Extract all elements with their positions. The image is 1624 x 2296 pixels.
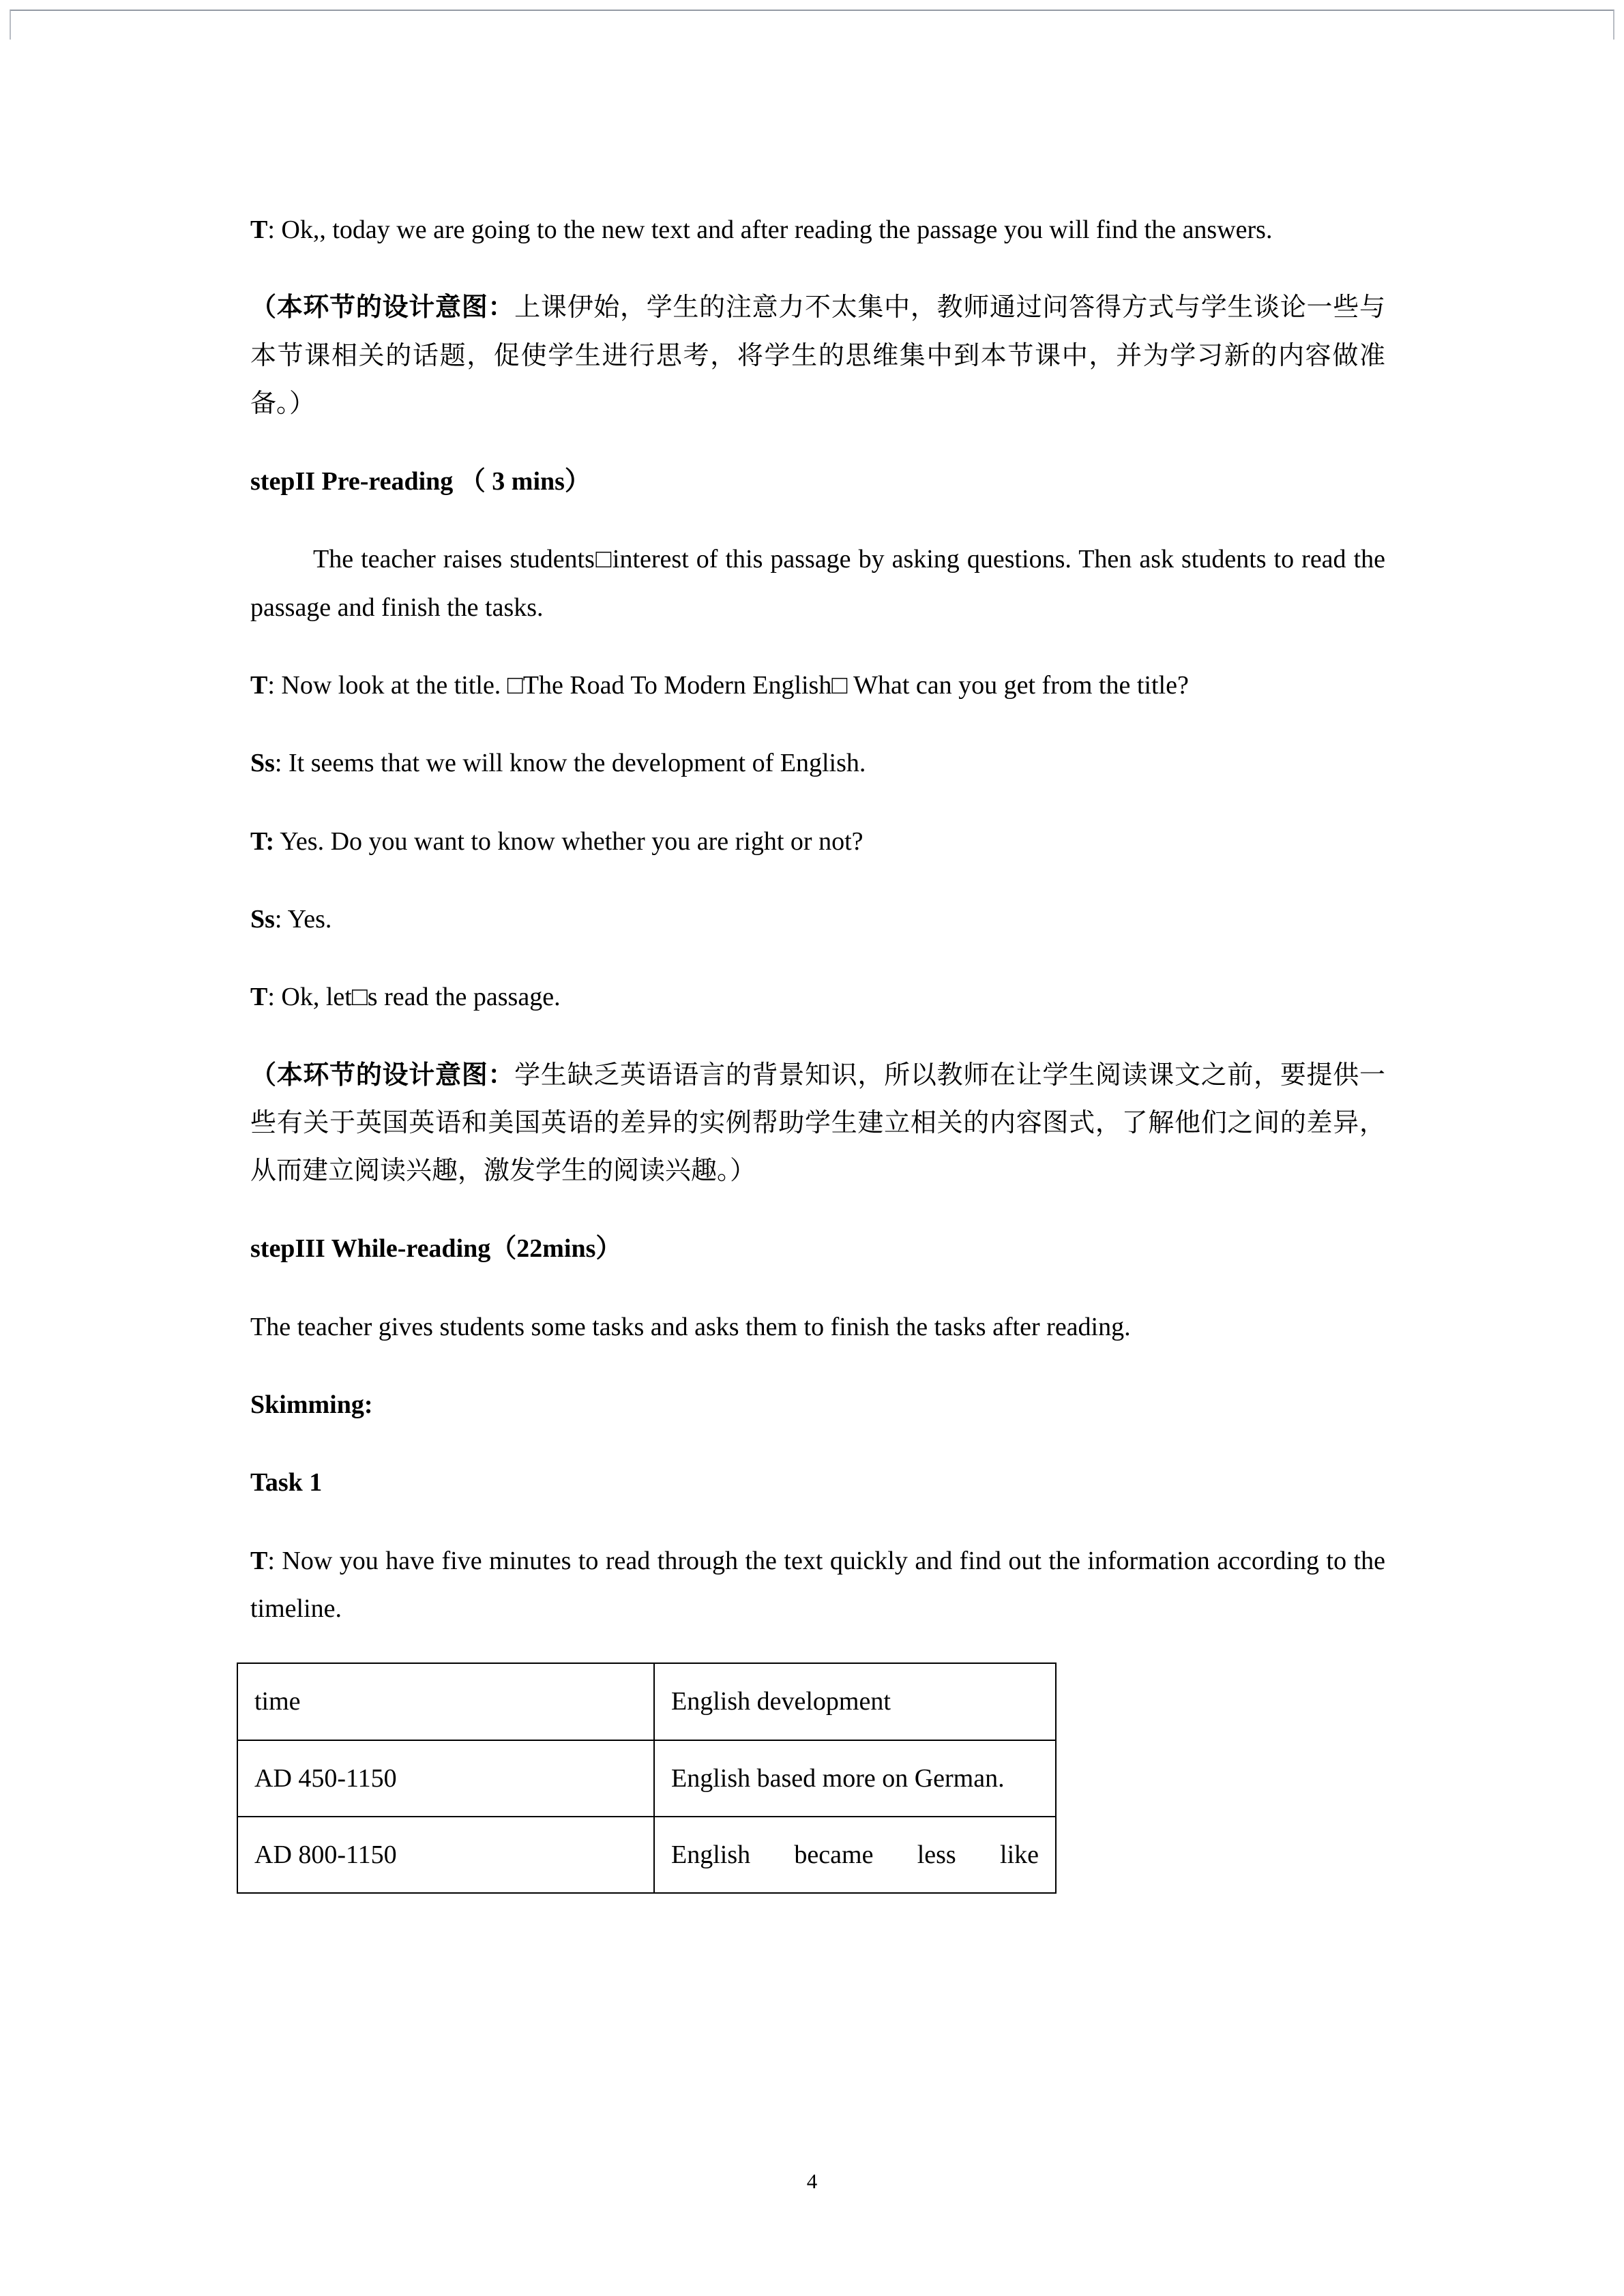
task1-label — [250, 1459, 1385, 1506]
page-number-text: 4 — [806, 2169, 818, 2193]
pre-reading-description — [250, 535, 1385, 631]
design-intent-note-2 — [250, 1052, 1385, 1195]
heading-text: Skimming: — [250, 1390, 373, 1420]
note-label: （本环节的设计意图： — [250, 293, 515, 323]
dialogue-text: : It seems that we will know the development of English. — [274, 749, 866, 778]
page-number — [0, 2169, 1624, 2194]
speaker-label: T — [250, 671, 268, 700]
table-cell-time: AD 800-1150 — [237, 1817, 654, 1893]
dialogue-students-yes — [250, 895, 1385, 943]
note-label: （本环节的设计意图： — [250, 1060, 515, 1090]
dialogue-teacher-read — [250, 973, 1385, 1021]
dialogue-text: : Ok, let□s read the passage. — [267, 983, 561, 1012]
dialogue-teacher-confirm — [250, 818, 1385, 865]
speaker-label: T: — [250, 826, 275, 856]
speaker-label: Ss — [250, 749, 275, 778]
heading-text: stepIII While-reading（22mins） — [250, 1234, 622, 1264]
note-text: 上课伊始，学生的注意力不太集中，教师通过问答得方式与学生谈论一些与本节课相关的话题，促使学生进行思考，将学生的思维集中到本节课中，并为学习新的内容做准备。） — [250, 293, 1385, 418]
table-row — [237, 1740, 1056, 1817]
table-cell-dev: English based more on German. — [654, 1740, 1056, 1817]
page-content — [250, 206, 1385, 1894]
dialogue-text: Yes. Do you want to know whether you are right or not? — [274, 826, 863, 856]
dialogue-students-guess — [250, 739, 1385, 787]
while-reading-description — [250, 1303, 1385, 1351]
speaker-label: Ss — [250, 904, 275, 934]
heading-text: stepII Pre-reading （ 3 mins） — [250, 467, 591, 496]
table-cell-dev-header: English development — [654, 1663, 1056, 1740]
speaker-label: T — [250, 983, 268, 1012]
dialogue-teacher-title-question — [250, 661, 1385, 709]
table-row — [237, 1817, 1056, 1893]
dialogue-text: : Ok,, today we are going to the new text and after reading the passage you will find the answers. — [267, 215, 1273, 244]
dialogue-teacher-intro — [250, 206, 1385, 254]
skimming-label — [250, 1381, 1385, 1429]
design-intent-note-1 — [250, 284, 1385, 428]
section-heading-pre-reading — [250, 458, 1385, 505]
table-row — [237, 1663, 1056, 1740]
dialogue-text: : Now you have five minutes to read through the text quickly and find out the information according to the timeline. — [250, 1546, 1385, 1623]
heading-text: Task 1 — [250, 1468, 323, 1497]
table-cell-time-header: time — [237, 1663, 654, 1740]
body-text: The teacher raises students□interest of this passage by asking questions. Then ask students to read the passage and finish the tasks. — [250, 545, 1385, 622]
dialogue-text: : Yes. — [274, 904, 332, 934]
page-border — [10, 10, 1614, 40]
body-text: The teacher gives students some tasks and asks them to finish the tasks after reading. — [250, 1312, 1131, 1341]
dialogue-teacher-task1 — [250, 1537, 1385, 1633]
timeline-table — [237, 1663, 1057, 1894]
table-cell-time: AD 450-1150 — [237, 1740, 654, 1817]
section-heading-while-reading — [250, 1225, 1385, 1272]
speaker-label: T — [250, 1546, 268, 1575]
dialogue-text: : Now look at the title. □The Road To Modern English□ What can you get from the title? — [267, 671, 1189, 700]
note-text: 学生缺乏英语语言的背景知识，所以教师在让学生阅读课文之前，要提供一些有关于英国英语和美国英语的差异的实例帮助学生建立相关的内容图式，了解他们之间的差异，从而建立阅读兴趣，激发学生的阅读兴趣。） — [250, 1060, 1385, 1186]
speaker-label: T — [250, 215, 268, 244]
table-cell-dev: English became less like — [654, 1817, 1056, 1893]
